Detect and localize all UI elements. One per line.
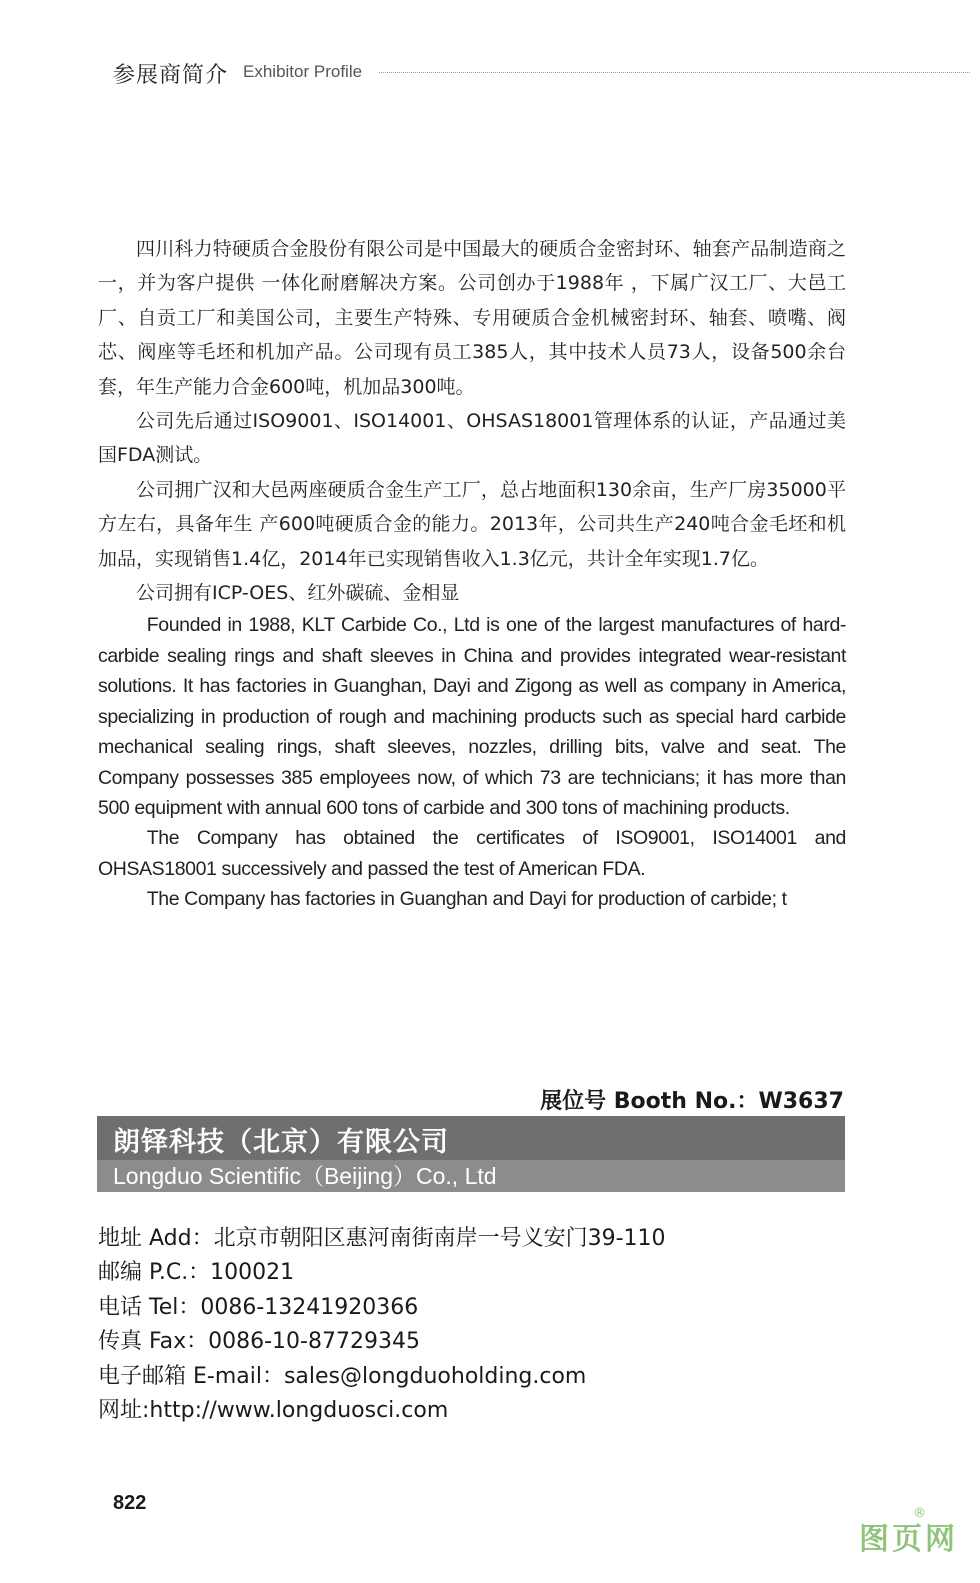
- page-header: [113, 56, 980, 92]
- profile-paragraph-en: Founded in 1988, KLT Carbide Co., Ltd is one of the largest manufactures of hard-carbide sealing rings and shaft sleeves in China and provides integrated wear-resistant solutions. It has factories in Guanghan, Dayi and Zigong as well as company in America, specializing in production of rough and machining products such as special hard carbide mechanical sealing rings, shaft sleeves, nozzles, drilling bits, valve and seat. The Company possesses 385 employees now, of which 73 are technicians; it has more than 500 equipment with annual 600 tons of carbide and 300 tons of machining products.: [98, 614, 846, 819]
- header-title-en: Exhibitor Profile: [243, 62, 363, 81]
- contact-phone: 电话 Tel：0086-13241920366: [98, 1294, 419, 1320]
- booth-number: 展位号 Booth No.：W3637: [540, 1089, 844, 1114]
- header-title-cn: 参展商简介: [113, 63, 229, 88]
- profile-paragraph-en: The Company has factories in Guanghan and Dayi for production of carbide; t: [146, 888, 787, 911]
- company-banner: [97, 1116, 845, 1192]
- contact-fax: 传真 Fax：0086-10-87729345: [98, 1329, 420, 1355]
- site-watermark: 图页网: [859, 1522, 958, 1557]
- contact-website[interactable]: 网址:http://www.longduosci.com: [98, 1398, 449, 1424]
- company-name-cn: 朗铎科技（北京）有限公司: [113, 1127, 449, 1158]
- contact-email[interactable]: 电子邮箱 E-mail：sales@longduoholding.com: [98, 1363, 587, 1389]
- profile-paragraph-cn: 四川科力特硬质合金股份有限公司是中国最大的硬质合金密封环、轴套产品制造商之一，并为客户提供 一体化耐磨解决方案。公司创办于1988年 ，下属广汉工厂、大邑工厂、自贡工厂和美国公司，主要生产特殊、专用硬质合金机械密封环、轴套、喷嘴、阀芯、阀座等毛坯和机加产品。公司现有员工385人，其中技术人员73人，设备500余台套，年生产能力合金600吨，机加品300吨。: [98, 238, 846, 398]
- contact-postcode: 邮编 P.C.：100021: [98, 1260, 295, 1286]
- contact-address: 地址 Add：北京市朝阳区惠河南街南岸一号义安门39-110: [98, 1226, 666, 1251]
- profile-paragraph-cn: 公司先后通过ISO9001、ISO14001、OHSAS18001管理体系的认证，产品通过美国FDA测试。: [98, 410, 846, 467]
- header-dotted-rule: [379, 72, 970, 73]
- profile-paragraph-en: The Company has obtained the certificates of ISO9001, ISO14001 and OHSAS18001 successively and passed the test of American FDA.: [98, 827, 846, 880]
- registered-mark: ®: [913, 1506, 926, 1521]
- profile-paragraph-cn: 公司拥有ICP-OES、红外碳硫、金相显: [136, 582, 460, 605]
- profile-paragraph-cn: 公司拥广汉和大邑两座硬质合金生产工厂，总占地面积130余亩，生产厂房35000平方左右，具备年生 产600吨硬质合金的能力。2013年，公司共生产240吨合金毛坯和机加品，实现销售1.4亿，2014年已实现销售收入1.3亿元，共计全年实现1.7亿。: [98, 478, 846, 570]
- previous-exhibitor-profile: [98, 232, 846, 915]
- page-number: 822: [113, 1492, 147, 1514]
- company-name-en: Longduo Scientific（Beijing）Co., Ltd: [113, 1163, 497, 1189]
- contact-block: [98, 1222, 666, 1428]
